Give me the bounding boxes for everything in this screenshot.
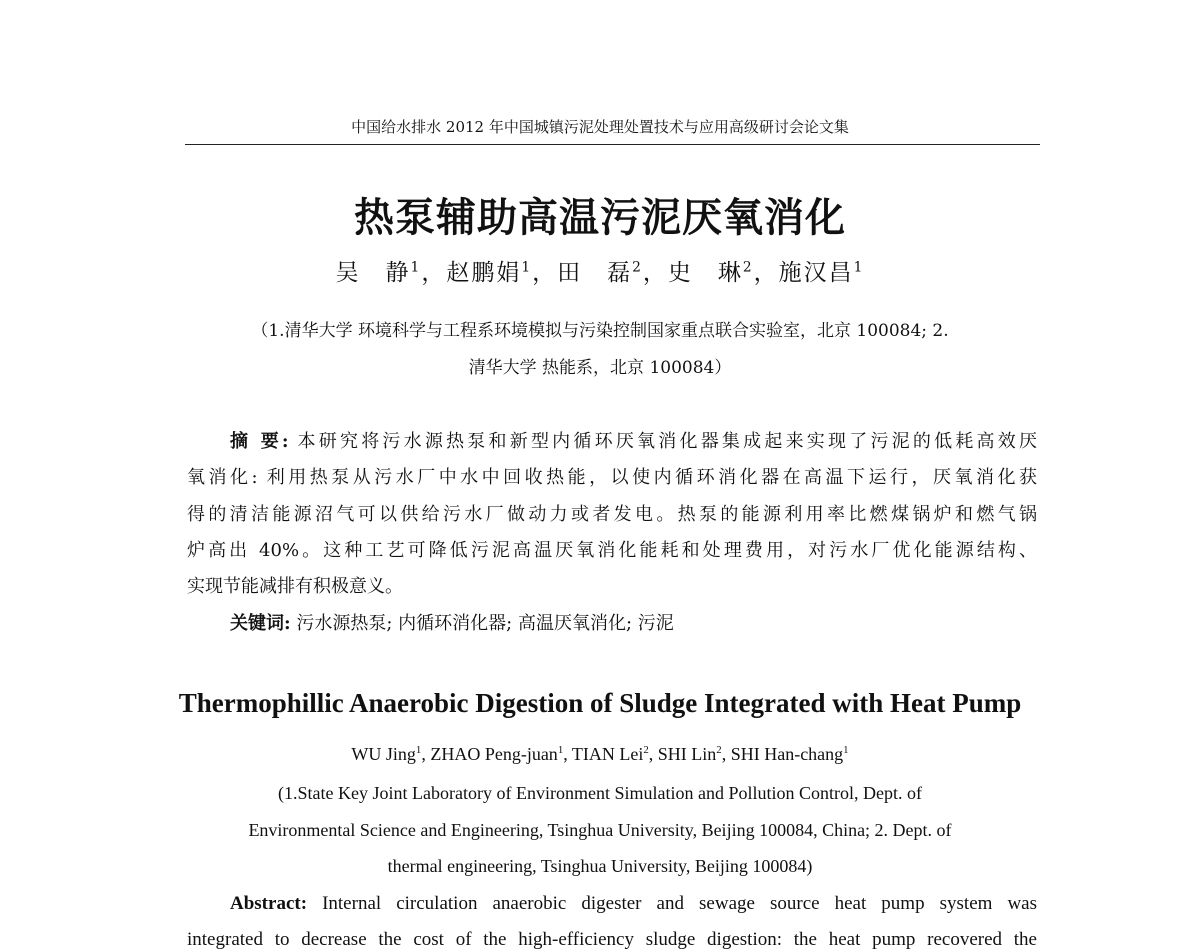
author-sup: 1: [557, 744, 564, 756]
abstract-text: 本研究将污水源热泵和新型内循环厌氧消化器集成起来实现了污泥的低耗高效厌: [297, 431, 1037, 452]
en-abstract-line: integrated to decrease the cost of the high-efficiency sludge digestion: the heat pump recovered the: [187, 929, 1037, 950]
cn-title: 热泵辅助高温污泥厌氧消化: [354, 195, 846, 241]
en-affiliation-line: thermal engineering, Tsinghua University, Beijing 100084): [387, 856, 813, 876]
author-sup: 1: [853, 259, 865, 276]
en-authors: WU Jing$^1$, ZHAO Peng-juan$^1$, TIAN Lei$^2$, SHI Lin$^2$, SHI Han-chang$^1$: [351, 744, 849, 764]
en-abstract-line: [230, 893, 1037, 915]
author-sup: 2: [632, 259, 643, 276]
author: 施汉昌: [778, 260, 854, 286]
author-sup: 2: [643, 744, 649, 756]
author-sup: 2: [742, 259, 754, 276]
author-sup: 1: [521, 259, 533, 276]
cn-abstract-line: 炉高出 40%。这种工艺可降低污泥高温厌氧消化能耗和处理费用，对污水厂优化能源结构、: [187, 540, 1037, 561]
cn-authors: 吴 静$^1$，赵鹏娟$^1$，田 磊$^2$，史 琳$^2$，施汉昌$^1$: [335, 259, 865, 286]
cn-abstract-line: 得的清洁能源沼气可以供给污水厂做动力或者发电。热泵的能源利用率比燃煤锅炉和燃气锅: [187, 504, 1037, 525]
en-abstract-label: Abstract:: [230, 893, 308, 914]
author: SHI Lin: [657, 744, 717, 764]
cn-abstract-line: 氧消化: 利用热泵从污水厂中水中回收热能，以使内循环消化器在高温下运行，厌氧消化获: [187, 467, 1037, 488]
abstract-text: Internal circulation anaerobic digester and sewage source heat pump system was: [322, 893, 1037, 914]
author-sup: 1: [410, 259, 422, 276]
cn-abstract-line: 实现节能减排有积极意义。: [187, 576, 403, 597]
cn-abstract-label: 摘 要:: [230, 431, 289, 452]
cn-keywords: [230, 609, 674, 635]
cn-affiliation-line: 清华大学 热能系，北京 100084）: [468, 358, 732, 378]
keywords-text: 污水源热泵; 内循环消化器; 高温厌氧消化; 污泥: [296, 613, 674, 634]
author: WU Jing: [351, 744, 416, 764]
author: 田 磊: [557, 260, 633, 286]
en-title: Thermophillic Anaerobic Digestion of Sludge Integrated with Heat Pump: [178, 688, 1022, 718]
cn-affiliation-line: （1.清华大学 环境科学与工程系环境模拟与污染控制国家重点联合实验室，北京 100084; 2.: [251, 321, 949, 341]
author: 赵鹏娟: [446, 260, 522, 286]
author: SHI Han-chang: [730, 744, 844, 764]
header-rule: [185, 144, 1040, 145]
author-sup: 2: [716, 744, 722, 756]
running-header: 中国给水排水 2012 年中国城镇污泥处理处置技术与应用高级研讨会论文集: [351, 118, 849, 136]
author: ZHAO Peng-juan: [430, 744, 558, 764]
author: 吴 静: [335, 260, 411, 286]
author-sup: 1: [415, 744, 422, 756]
cn-abstract-line: [230, 427, 1037, 453]
author-sup: 1: [843, 744, 849, 756]
author: 史 琳: [667, 260, 743, 286]
cn-keywords-label: 关键词:: [230, 613, 291, 634]
en-affiliation-line: (1.State Key Joint Laboratory of Environment Simulation and Pollution Control, Dept. of: [278, 783, 922, 803]
en-affiliation-line: Environmental Science and Engineering, Tsinghua University, Beijing 100084, China; 2. Dept. of: [248, 820, 952, 840]
author: TIAN Lei: [571, 744, 644, 764]
